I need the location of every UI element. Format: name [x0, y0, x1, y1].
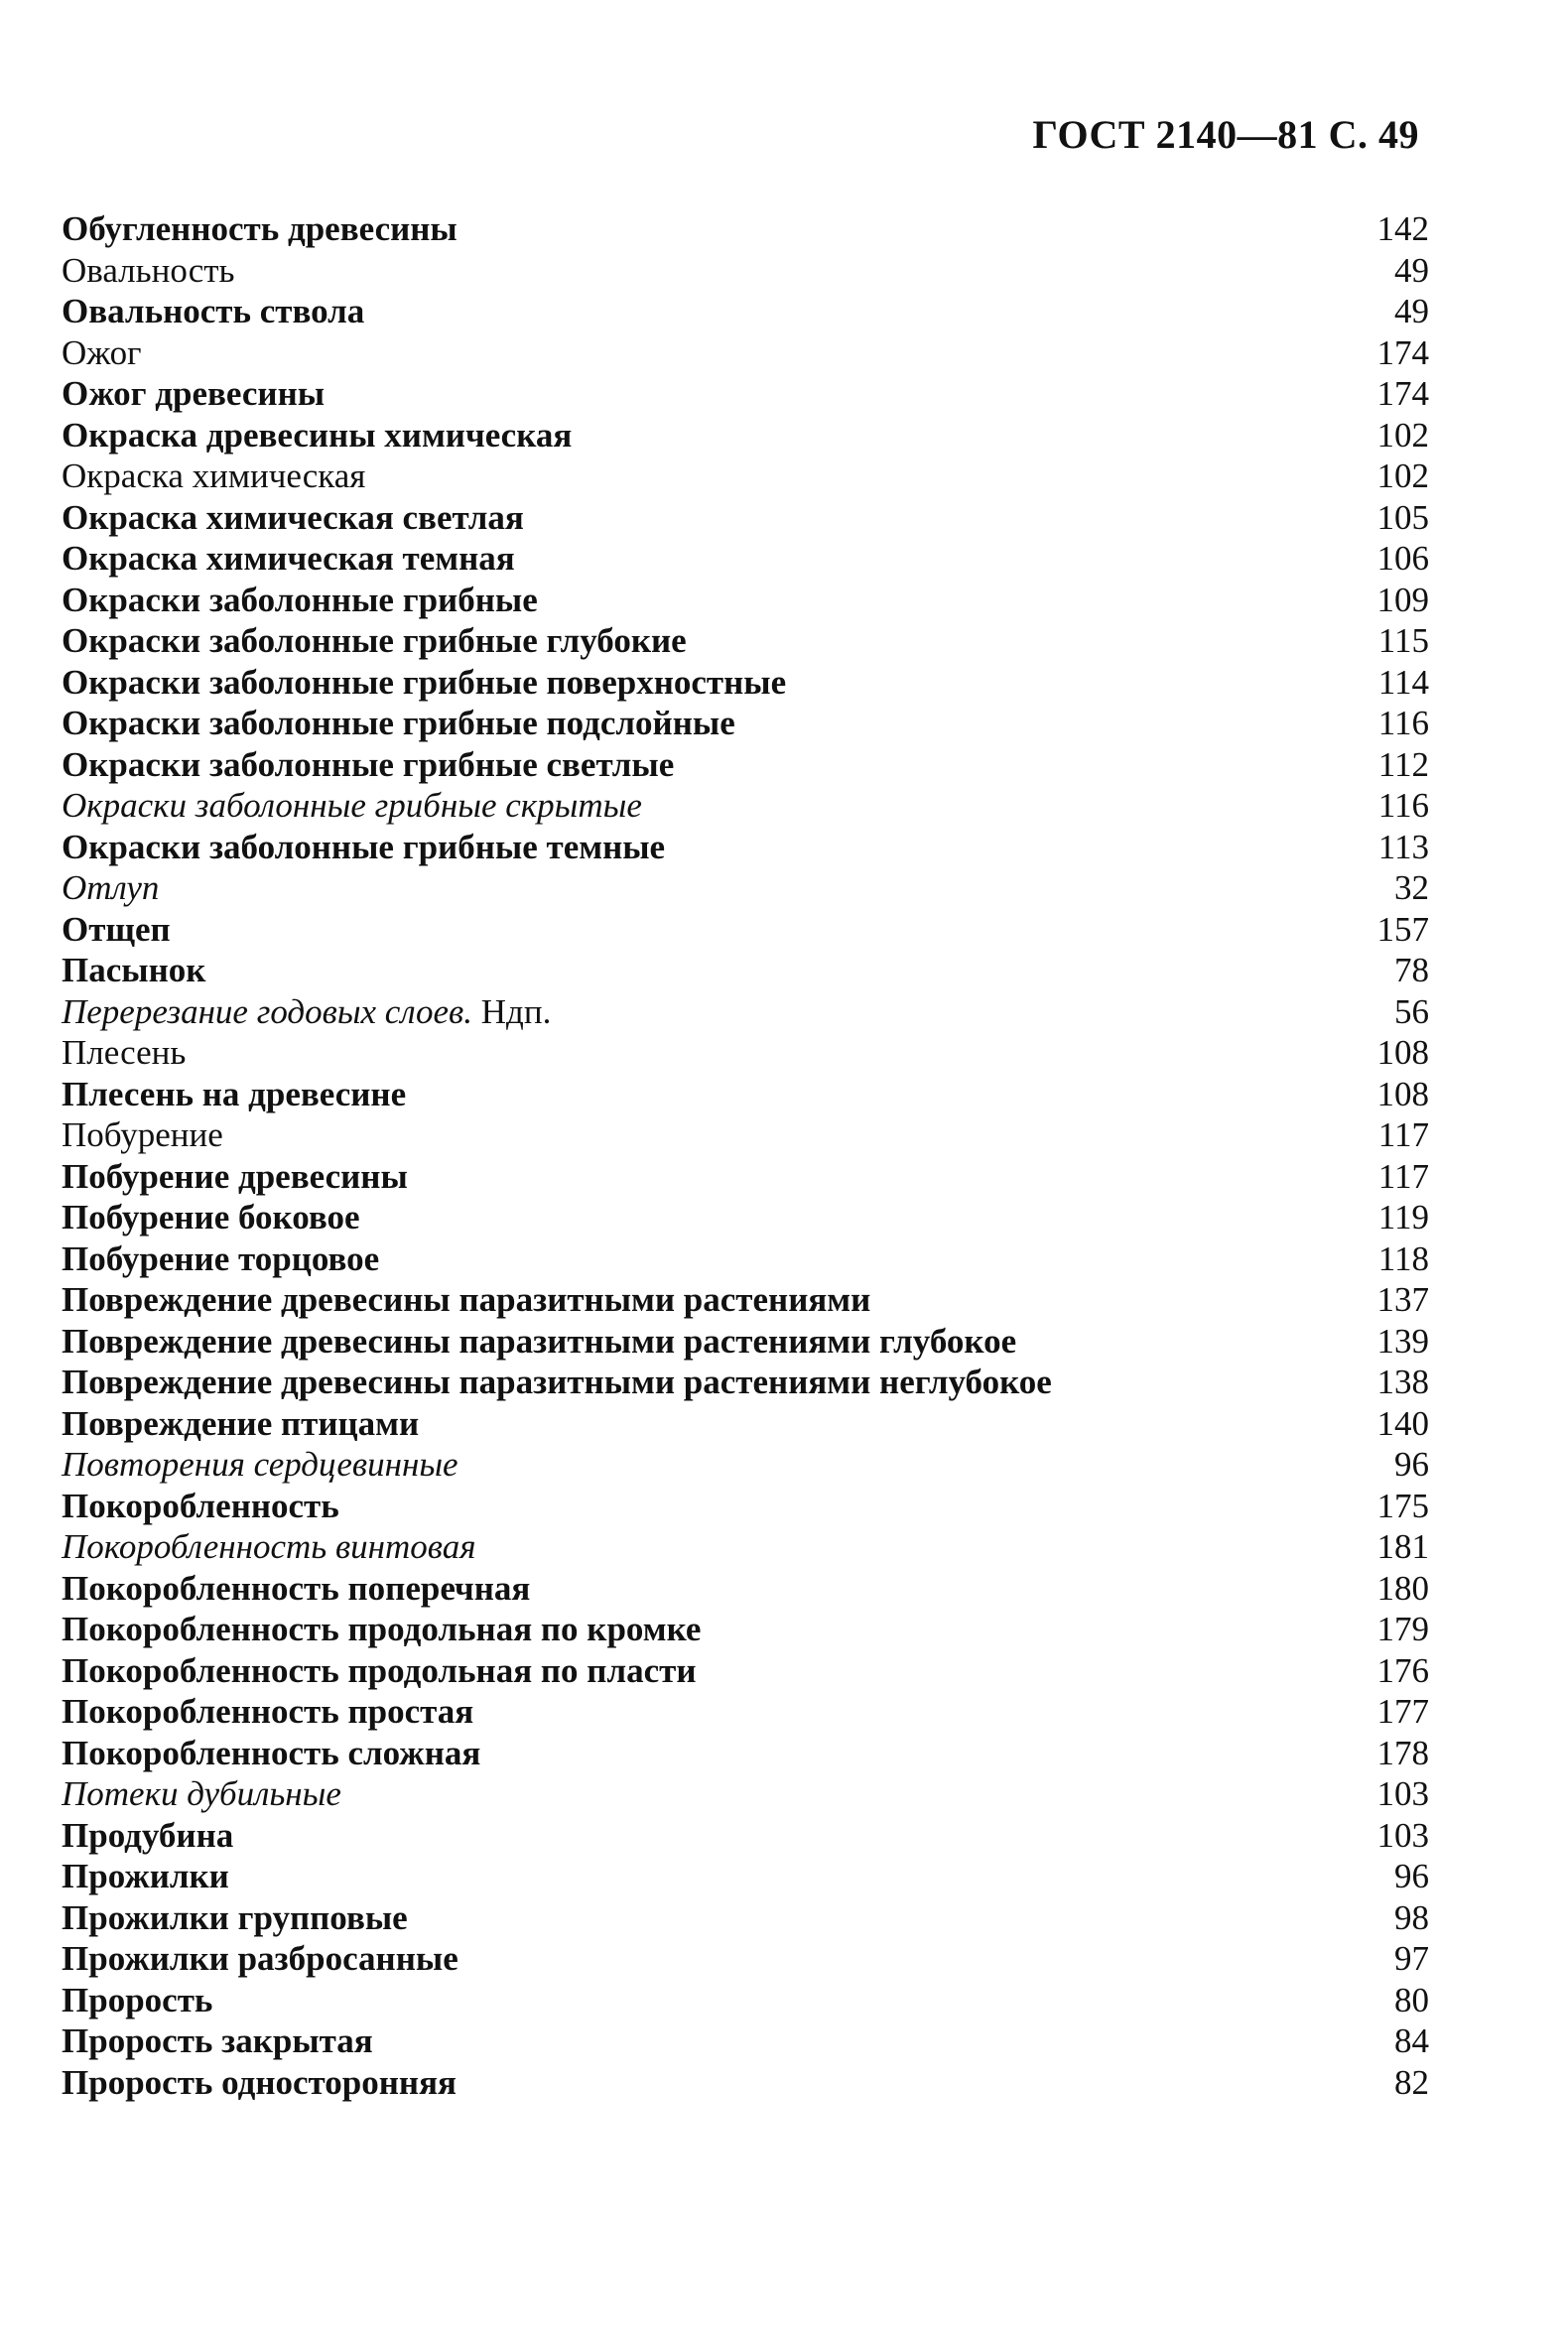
index-term — [62, 1032, 186, 1074]
index-term-text: Окраска древесины химическая — [62, 415, 573, 455]
index-entry — [62, 1197, 1429, 1238]
index-page-number: 102 — [1376, 415, 1429, 455]
index-page-number: 179 — [1376, 1610, 1429, 1648]
index-term — [62, 1279, 870, 1321]
index-page-number: 175 — [1376, 1486, 1429, 1525]
index-term — [62, 1609, 701, 1650]
index-term — [62, 2020, 373, 2062]
index-term — [62, 1568, 530, 1610]
index-term — [62, 1733, 480, 1774]
index-term-text: Покоробленность сложная — [62, 1733, 481, 1772]
index-term — [62, 1650, 697, 1692]
index-term — [62, 1238, 379, 1280]
index-entry — [62, 1733, 1429, 1774]
index-term-text: Отлуп — [62, 868, 160, 907]
index-term-text: Окраски заболонные грибные подслойные — [62, 704, 735, 742]
index-term — [62, 291, 364, 332]
index-entry — [62, 291, 1429, 332]
index-page-number: 103 — [1376, 1774, 1429, 1813]
index-term — [62, 662, 786, 704]
index-page-number: 103 — [1376, 1815, 1429, 1855]
index-term — [62, 1691, 473, 1733]
index-entry — [62, 744, 1429, 786]
index-entry — [62, 1938, 1429, 1980]
index-term — [62, 1074, 406, 1115]
index-entry — [62, 1568, 1429, 1610]
index-term-text: Покоробленность продольная по кромке — [62, 1610, 702, 1648]
index-page-number: 138 — [1376, 1363, 1429, 1401]
index-term — [62, 1444, 458, 1486]
index-term-text: Отщеп — [62, 909, 171, 949]
index-term-text: Окраски заболонные грибные светлые — [62, 744, 675, 784]
index-entry — [62, 456, 1429, 497]
index-page-number: 119 — [1377, 1198, 1429, 1237]
index-term-text: Окраска химическая темная — [62, 539, 515, 578]
index-page-number: 109 — [1376, 580, 1429, 619]
index-entry — [62, 1486, 1429, 1527]
index-term-text: Побурение — [62, 1115, 223, 1154]
index-page-number: 82 — [1394, 2062, 1429, 2102]
index-term — [62, 580, 538, 621]
index-term — [62, 1773, 341, 1815]
index-term-text: Окраски заболонные грибные глубокие — [62, 621, 687, 660]
index-page-number: 118 — [1377, 1238, 1429, 1278]
index-page-number: 116 — [1377, 786, 1429, 825]
index-page-number: 96 — [1394, 1445, 1429, 1484]
index-term-text: Окраски заболонные грибные — [62, 580, 538, 619]
index-entry — [62, 373, 1429, 415]
index-term — [62, 1980, 212, 2021]
index-entry — [62, 1321, 1429, 1363]
index-page-number: 97 — [1394, 1939, 1429, 1978]
index-page-number: 115 — [1377, 621, 1429, 660]
index-page-number: 180 — [1376, 1568, 1429, 1608]
index-term-text: Обугленность древесины — [62, 209, 457, 248]
index-term — [62, 1856, 229, 1897]
index-term-text: Пасынок — [62, 951, 206, 989]
index-term-text: Прорость закрытая — [62, 2021, 373, 2060]
index-page-number: 56 — [1394, 991, 1429, 1031]
index-entry — [62, 1032, 1429, 1074]
index-term-text: Продубина — [62, 1815, 234, 1855]
index-entry — [62, 620, 1429, 662]
index-entry — [62, 991, 1429, 1033]
index-page-number: 102 — [1376, 456, 1429, 495]
index-term-text: Прожилки групповые — [62, 1897, 408, 1937]
index-entry — [62, 2062, 1429, 2104]
index-term — [62, 1114, 223, 1156]
index-term-text: Окраска химическая — [62, 456, 366, 495]
index-entry — [62, 1114, 1429, 1156]
index-page-number: 106 — [1376, 539, 1429, 578]
index-term-text: Прожилки — [62, 1857, 229, 1895]
index-list — [62, 208, 1429, 2103]
index-term — [62, 1486, 339, 1527]
index-entry — [62, 1650, 1429, 1692]
index-entry — [62, 1074, 1429, 1115]
index-term — [62, 497, 524, 539]
index-term — [62, 1897, 408, 1939]
index-term-text: Покоробленность поперечная — [62, 1568, 531, 1608]
index-term-text: Овальность ствола — [62, 292, 365, 330]
index-term-text: Окраски заболонные грибные поверхностные — [62, 662, 787, 702]
index-entry — [62, 827, 1429, 868]
index-page-number: 117 — [1377, 1115, 1429, 1154]
index-page-number: 181 — [1376, 1527, 1429, 1566]
index-entry — [62, 415, 1429, 456]
index-page-number: 177 — [1376, 1692, 1429, 1731]
index-entry — [62, 1156, 1429, 1198]
index-term — [62, 208, 457, 250]
index-entry — [62, 1773, 1429, 1815]
index-page-number: 176 — [1376, 1650, 1429, 1690]
index-page-number: 105 — [1376, 497, 1429, 537]
index-page-number: 157 — [1376, 909, 1429, 949]
index-term — [62, 538, 515, 580]
index-page-number: 84 — [1394, 2021, 1429, 2060]
index-term — [62, 332, 141, 374]
index-page-number: 96 — [1394, 1857, 1429, 1895]
index-term-text: Покоробленность простая — [62, 1692, 474, 1731]
index-term-text: Окраски заболонные грибные скрытые — [62, 786, 642, 825]
index-term-text: Повреждение птицами — [62, 1403, 420, 1443]
index-entry — [62, 250, 1429, 292]
index-entry — [62, 703, 1429, 744]
index-entry — [62, 1238, 1429, 1280]
index-entry — [62, 1897, 1429, 1939]
index-page-number: 112 — [1377, 744, 1429, 784]
index-term — [62, 1321, 1016, 1363]
index-page-number: 78 — [1394, 951, 1429, 989]
index-page-number: 174 — [1376, 374, 1429, 413]
index-term-text: Повреждение древесины паразитными растениями неглубокое — [62, 1363, 1052, 1401]
index-page-number: 114 — [1377, 662, 1429, 702]
index-entry — [62, 1279, 1429, 1321]
index-entry — [62, 1980, 1429, 2021]
index-term — [62, 785, 642, 827]
index-term-text: Покоробленность продольная по пласти — [62, 1650, 697, 1690]
index-term — [62, 250, 235, 292]
index-term-text: Перерезание годовых слоев. — [62, 991, 473, 1031]
index-term-text: Прожилки разбросанные — [62, 1939, 458, 1978]
index-page-number: 49 — [1394, 292, 1429, 330]
index-term-text: Потеки дубильные — [62, 1774, 341, 1813]
index-entry — [62, 867, 1429, 909]
index-entry — [62, 497, 1429, 539]
index-term — [62, 373, 325, 415]
index-entry — [62, 950, 1429, 991]
index-entry — [62, 332, 1429, 374]
index-page-number: 80 — [1394, 1980, 1429, 2019]
index-entry — [62, 785, 1429, 827]
index-term-text: Плесень — [62, 1033, 187, 1072]
index-term — [62, 1403, 419, 1445]
index-term-text: Ожог — [62, 332, 142, 372]
index-term — [62, 1526, 476, 1568]
index-term — [62, 744, 674, 786]
index-entry — [62, 580, 1429, 621]
index-term — [62, 1156, 408, 1198]
index-term — [62, 415, 572, 456]
index-entry — [62, 1444, 1429, 1486]
index-entry — [62, 1691, 1429, 1733]
index-page-number: 98 — [1394, 1897, 1429, 1937]
index-term-text: Повреждение древесины паразитными растениями — [62, 1280, 871, 1319]
index-term-text: Побурение древесины — [62, 1156, 408, 1196]
index-term — [62, 867, 159, 909]
index-term — [62, 991, 551, 1033]
index-entry — [62, 538, 1429, 580]
index-term — [62, 456, 365, 497]
index-term-text: Овальность — [62, 250, 235, 290]
index-term — [62, 1362, 1052, 1403]
index-entry — [62, 2020, 1429, 2062]
index-page-number: 113 — [1377, 827, 1429, 866]
index-term-text: Ожог древесины — [62, 374, 326, 413]
index-entry — [62, 662, 1429, 704]
index-term-text: Покоробленность винтовая — [62, 1527, 476, 1566]
index-entry — [62, 1609, 1429, 1650]
index-term-text: Плесень на древесине — [62, 1074, 407, 1113]
index-page-number: 116 — [1377, 704, 1429, 742]
index-term-text: Окраска химическая светлая — [62, 497, 524, 537]
index-page-number: 142 — [1376, 209, 1429, 248]
index-term-text: Повторения сердцевинные — [62, 1445, 458, 1484]
index-term — [62, 1197, 360, 1238]
index-entry — [62, 1815, 1429, 1857]
index-term — [62, 703, 735, 744]
index-page-number: 108 — [1376, 1074, 1429, 1113]
index-entry — [62, 1526, 1429, 1568]
index-term-note: Ндп. — [472, 991, 552, 1031]
index-term — [62, 1938, 458, 1980]
index-page-number: 117 — [1377, 1156, 1429, 1196]
index-page-number: 174 — [1376, 332, 1429, 372]
index-term — [62, 1815, 233, 1857]
index-term — [62, 827, 665, 868]
index-entry — [62, 208, 1429, 250]
index-term — [62, 909, 171, 951]
index-page-number: 32 — [1394, 868, 1429, 907]
index-page-number: 178 — [1376, 1733, 1429, 1772]
index-page-number: 139 — [1376, 1321, 1429, 1361]
index-entry — [62, 1362, 1429, 1403]
index-term-text: Повреждение древесины паразитными растениями глубокое — [62, 1321, 1017, 1361]
index-entry — [62, 1403, 1429, 1445]
index-page-number: 140 — [1376, 1403, 1429, 1443]
index-term — [62, 950, 205, 991]
index-term-text: Покоробленность — [62, 1486, 339, 1525]
index-term-text: Прорость односторонняя — [62, 2062, 457, 2102]
index-term-text: Окраски заболонные грибные темные — [62, 827, 666, 866]
index-term-text: Побурение торцовое — [62, 1238, 380, 1278]
index-page-number: 108 — [1376, 1033, 1429, 1072]
index-entry — [62, 1856, 1429, 1897]
index-term — [62, 620, 687, 662]
index-term-text: Побурение боковое — [62, 1198, 360, 1237]
index-term-text: Прорость — [62, 1980, 213, 2019]
index-page-number: 137 — [1376, 1280, 1429, 1319]
index-page-number: 49 — [1394, 250, 1429, 290]
page-header: ГОСТ 2140—81 С. 49 — [1032, 112, 1419, 157]
index-term — [62, 2062, 457, 2104]
index-entry — [62, 909, 1429, 951]
